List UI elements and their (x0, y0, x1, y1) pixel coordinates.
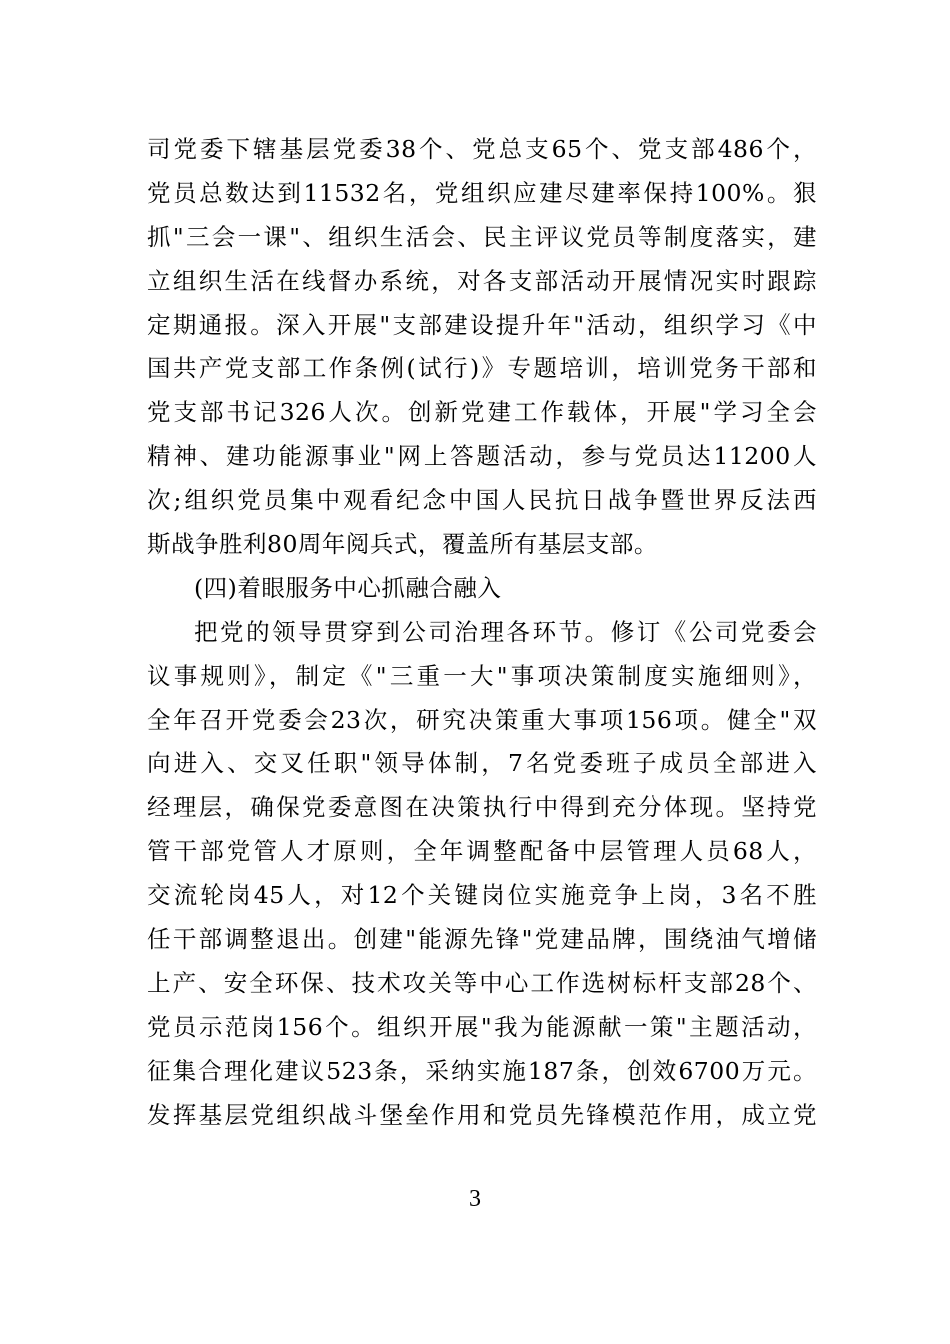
text-line: 任干部调整退出。创建"能源先锋"党建品牌，围绕油气增储 (147, 925, 817, 954)
text-line: 党员示范岗156个。组织开展"我为能源献一策"主题活动， (147, 1012, 817, 1041)
text-line: 立组织生活在线督办系统，对各支部活动开展情况实时跟踪 (147, 266, 817, 295)
text-line: 管干部党管人才原则，全年调整配备中层管理人员68人， (147, 837, 817, 866)
text-line: 精神、建功能源事业"网上答题活动，参与党员达11200人 (147, 442, 817, 471)
text-line: 定期通报。深入开展"支部建设提升年"活动，组织学习《中 (147, 310, 817, 339)
text-line: 党支部书记326人次。创新党建工作载体，开展"学习全会 (147, 398, 817, 427)
section-heading: (四)着眼服务中心抓融合融入 (194, 573, 502, 602)
text-line: 国共产党支部工作条例(试行)》专题培训，培训党务干部和 (147, 354, 817, 383)
text-line: 发挥基层党组织战斗堡垒作用和党员先锋模范作用，成立党 (147, 1100, 817, 1129)
text-line: 上产、安全环保、技术攻关等中心工作选树标杆支部28个、 (147, 968, 817, 997)
text-line: 斯战争胜利80周年阅兵式，覆盖所有基层支部。 (147, 530, 658, 559)
text-line: 次;组织党员集中观看纪念中国人民抗日战争暨世界反法西 (147, 486, 817, 515)
text-line: 议事规则》，制定《"三重一大"事项决策制度实施细则》， (147, 661, 817, 690)
text-line: 党员总数达到11532名，党组织应建尽建率保持100%。狠 (147, 178, 817, 207)
text-line: 征集合理化建议523条，采纳实施187条，创效6700万元。 (147, 1056, 817, 1085)
text-line: 全年召开党委会23次，研究决策重大事项156项。健全"双 (147, 705, 817, 734)
text-line: 抓"三会一课"、组织生活会、民主评议党员等制度落实，建 (147, 222, 817, 251)
text-line: 经理层，确保党委意图在决策执行中得到充分体现。坚持党 (147, 793, 817, 822)
document-body (147, 128, 817, 1137)
page-number: 3 (469, 1186, 481, 1212)
text-line: 司党委下辖基层党委38个、党总支65个、党支部486个， (147, 135, 817, 163)
paragraph-first-line: 把党的领导贯穿到公司治理各环节。修订《公司党委会 (194, 617, 817, 646)
text-line: 向进入、交叉任职"领导体制，7名党委班子成员全部进入 (147, 749, 817, 778)
text-line: 交流轮岗45人，对12个关键岗位实施竞争上岗，3名不胜 (147, 881, 817, 910)
